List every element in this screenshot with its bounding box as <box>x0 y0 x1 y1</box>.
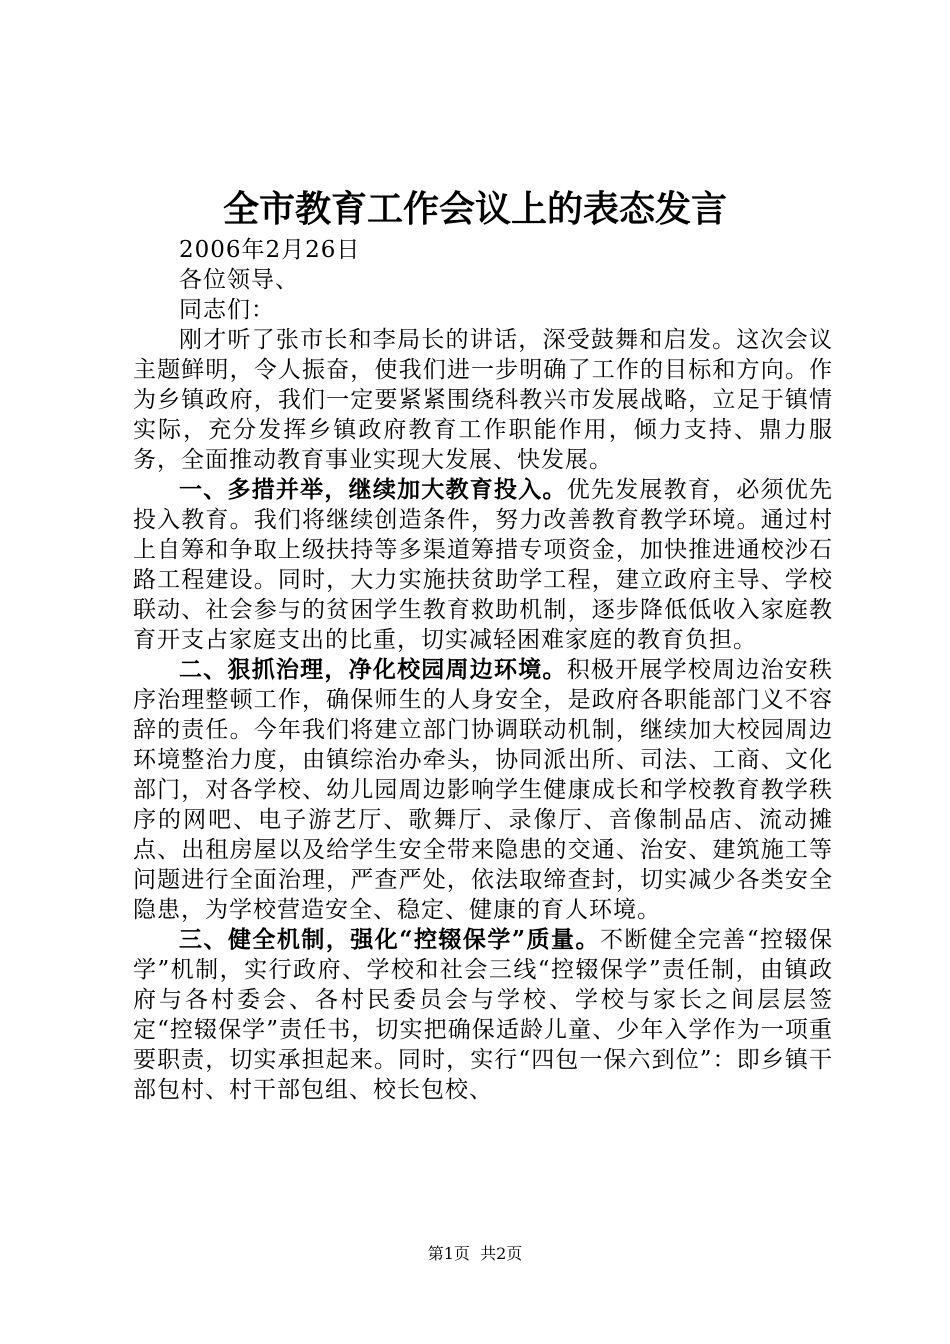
intro-paragraph: 刚才听了张市长和李局长的讲话，深受鼓舞和启发。这次会议主题鲜明，令人振奋，使我们进一步明确了工作的目标和方向。作为乡镇政府，我们一定要紧紧围绕科教兴市发展战略，立足于镇情实际，充分发挥乡镇政府教育工作职能作用，倾力支持、鼎力服务，全面推动教育事业实现大发展、快发展。 <box>133 327 833 473</box>
footer-spacer <box>470 1244 480 1263</box>
document-title: 全市教育工作会议上的表态发言 <box>222 188 727 230</box>
page-footer <box>0 1244 950 1264</box>
salutation-line-2: 同志们： <box>179 297 275 323</box>
section-text-3: 不断健全完善“控辍保学”机制，实行政府、学校和社会三线“控辍保学”责任制，由镇政府与各村委会、各村民委员会与学校、学校与家长之间层层签定“控辍保学”责任书，切实把确保适龄儿童、少年入学作为一项重要职责，切实承担起来。同时，实行“四包一保六到位”：即乡镇干部包村、村干部包组、校长包校、 <box>133 927 833 1103</box>
section-text-1: 优先发展教育，必须优先投入教育。我们将继续创造条件，努力改善教育教学环境。通过村上自筹和争取上级扶持等多渠道筹措专项资金，加快推进通校沙石路工程建设。同时，大力实施扶贫助学工程，建立政府主导、学校联动、社会参与的贫困学生教育救助机制，逐步降低低收入家庭教育开支占家庭支出的比重，切实减轻困难家庭的教育负担。 <box>133 477 834 653</box>
section-paragraph-2 <box>133 655 833 925</box>
document-date: 2006年2月26日 <box>179 237 361 263</box>
section-paragraph-1 <box>133 475 833 655</box>
salutation-line-1: 各位领导、 <box>179 267 299 293</box>
section-heading-3: 三、健全机制，强化“控辍保学”质量。 <box>179 926 600 953</box>
document-body <box>133 235 833 1105</box>
section-heading-1: 一、多措并举，继续加大教育投入。 <box>179 476 567 503</box>
section-text-2: 积极开展学校周边治安秩序治理整顿工作，确保师生的人身安全，是政府各职能部门义不容辞的责任。今年我们将建立部门协调联动机制，继续加大校园周边环境整治力度，由镇综治办牵头，协同派出所、司法、工商、文化部门，对各学校、幼儿园周边影响学生健康成长和学校教育教学秩序的网吧、电子游艺厅、歌舞厅、录像厅、音像制品店、流动摊点、出租房屋以及给学生安全带来隐患的交通、治安、建筑施工等问题进行全面治理，严查严处，依法取缔查封，切实减少各类安全隐患，为学校营造安全、稳定、健康的育人环境。 <box>133 657 834 923</box>
section-paragraph-3 <box>133 925 833 1105</box>
page-total: 共2页 <box>480 1244 523 1263</box>
page-number: 第1页 <box>427 1244 470 1263</box>
section-heading-2: 二、狠抓治理，净化校园周边环境。 <box>179 656 567 683</box>
